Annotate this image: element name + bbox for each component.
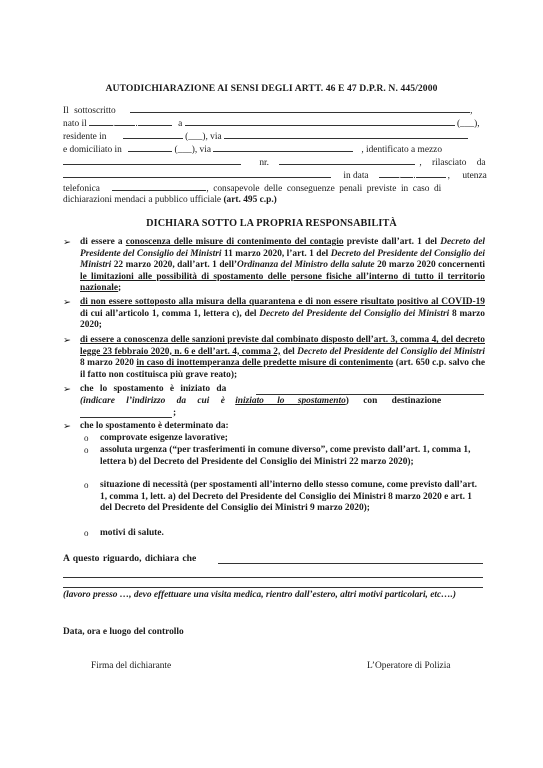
- text: 8 marzo 2020;: [80, 308, 485, 331]
- text: del: [280, 346, 298, 357]
- label-operatore-polizia: L’Operatore di Polizia: [367, 661, 451, 671]
- field-destinazione[interactable]: [80, 417, 172, 418]
- label-riguardo: A questo riguardo, dichiara che: [63, 553, 197, 564]
- text: (indicare l’indirizzo da cui è: [80, 396, 225, 406]
- option-motivi-salute: [100, 528, 485, 540]
- text: 8 marzo 2020: [80, 358, 137, 369]
- label-telefonica: telefonica: [63, 184, 100, 194]
- example-motivi: (lavoro presso …, devo effettuare una visita medica, rientro dall’estero, altri motivi particolari, etc….): [63, 590, 457, 600]
- arrow-icon: ➢: [63, 422, 71, 432]
- text: di cui all’articolo 1, comma 1, lettera c), del: [80, 308, 260, 319]
- arrow-icon: ➢: [63, 238, 71, 248]
- semicolon: ;: [173, 408, 177, 418]
- dot: .: [398, 171, 402, 181]
- field-via-domicilio[interactable]: [213, 142, 353, 152]
- text: comprovate esigenze lavorative;: [100, 433, 228, 443]
- label-art-495: (art. 495 c.p.): [223, 195, 277, 205]
- field-dichiarazione-1[interactable]: [218, 563, 483, 564]
- text: conoscenza delle misure di contenimento del contagio: [125, 237, 344, 247]
- dot: .: [413, 171, 416, 181]
- text: di essere a conoscenza delle sanzioni previste dal combinato disposto dell’art. 3, comma 4, del decreto legge 23 febbraio 2020, n. 6 e dell’art. 4, comma 2,: [80, 335, 485, 357]
- text: 11 marzo 2020, l’art. 1 del: [221, 248, 331, 259]
- field-data-m[interactable]: [401, 168, 413, 178]
- text: Decreto del Presidente del Consiglio dei Ministri: [80, 248, 485, 271]
- label-domicilio: e domiciliato in: [63, 145, 122, 155]
- field-domicilio[interactable]: [128, 142, 172, 152]
- bullet-conoscenza-misure: [80, 237, 485, 295]
- form-line-residente: [63, 129, 483, 141]
- label-mendaci: dichiarazioni mendaci a pubblico ufficiale: [63, 195, 222, 205]
- text: previste dall’art. 1 del: [343, 237, 441, 247]
- field-telefono[interactable]: [112, 181, 206, 191]
- field-data-a[interactable]: [416, 168, 446, 178]
- text: iniziato lo spostamento: [235, 396, 346, 406]
- form-line-documento: [63, 155, 486, 168]
- option-circle-icon[interactable]: o: [84, 445, 89, 455]
- text: Ordinanza del Ministro della salute: [237, 260, 375, 271]
- form-line-sottoscritto: [63, 103, 483, 115]
- text: 22 marzo 2020, dall’art. 1 dell’: [111, 260, 238, 271]
- form-line-mendaci: [63, 194, 483, 206]
- bullet-spostamento-indirizzo: [80, 396, 485, 408]
- option-esigenze-lavorative: [100, 433, 485, 445]
- field-mese[interactable]: [115, 116, 135, 126]
- field-numero[interactable]: [279, 155, 415, 165]
- bullet-determinato: [80, 421, 485, 433]
- option-situazione-necessita: [100, 480, 485, 515]
- bullet-sanzioni: [80, 335, 485, 381]
- text: Decreto del Presidente del Consiglio dei Ministri: [80, 237, 486, 259]
- text: situazione di necessità (per spostamenti all’interno dello stesso comune, come previsto dall’art. 1, comma 1, lett. a) del Decreto del Presidente del Consiglio dei Ministri 8 marzo 2020 e art. 1 del Decreto del Presidente del Consiglio dei Ministri 9 marzo 2020);: [100, 480, 477, 514]
- field-ente-rilascio[interactable]: [63, 168, 331, 178]
- option-circle-icon[interactable]: o: [84, 480, 89, 490]
- text: assoluta urgenza (“per trasferimenti in comune diverso”, come previsto dall’art. 1, comma 1, lettera b) del Decreto del Presidente del Consiglio dei Ministri 22 marzo 2020);: [100, 445, 471, 467]
- field-dichiarazione-3[interactable]: [63, 587, 483, 588]
- form-line-nato: [63, 116, 483, 128]
- form-line-domicilio: [63, 142, 483, 154]
- field-giorno[interactable]: [89, 116, 113, 126]
- field-anno[interactable]: [138, 116, 172, 126]
- label-firma-dichiarante: Firma del dichiarante: [91, 661, 172, 671]
- text: Decreto del Presidente del Consiglio dei Ministri: [259, 308, 450, 319]
- text: Decreto del Presidente del Consiglio dei Ministri: [297, 346, 485, 357]
- option-circle-icon[interactable]: o: [84, 528, 89, 538]
- label-data-luogo: Data, ora e luogo del controllo: [63, 627, 184, 637]
- bullet-quarantena: [80, 297, 485, 332]
- field-dichiarazione-2[interactable]: [63, 577, 483, 578]
- field-documento[interactable]: [63, 155, 241, 165]
- dot: .: [113, 119, 116, 129]
- option-assoluta-urgenza: [100, 445, 485, 468]
- field-data-g[interactable]: [379, 168, 399, 178]
- label-prov-via-2: (___), via: [174, 145, 211, 155]
- label-utenza: , utenza: [447, 171, 487, 181]
- label-in-data: in data: [343, 171, 369, 181]
- field-luogo-nascita[interactable]: [185, 116, 455, 126]
- text: che lo spostamento è iniziato da: [80, 384, 227, 394]
- text: (art. 650 c.p. salvo che il fatto non costituisca più grave reato);: [80, 358, 485, 380]
- form-line-telefono: [63, 181, 483, 193]
- field-indirizzo-partenza[interactable]: [256, 394, 484, 395]
- label-identificato: , identificato a mezzo: [361, 145, 443, 155]
- label-nr: nr.: [259, 158, 269, 168]
- comma: ,: [470, 106, 473, 116]
- text: che lo spostamento è determinato da:: [80, 421, 229, 431]
- text: di non essere sottoposto alla misura della quarantena e di non essere risultato positivo al COVID-19: [80, 297, 485, 307]
- text: le limitazioni alle possibilità di spostamento delle persone fisiche all’interno di tutto il territorio nazionale: [80, 271, 485, 294]
- label-residente: residente in: [63, 132, 107, 142]
- document-title: AUTODICHIARAZIONE AI SENSI DEGLI ARTT. 46 E 47 D.P.R. N. 445/2000: [105, 83, 438, 94]
- text: in caso di inottemperanza delle predette misure di contenimento: [136, 358, 394, 369]
- text: motivi di salute.: [100, 528, 164, 538]
- prov-nascita: (___),: [456, 119, 480, 129]
- field-nome[interactable]: [130, 103, 470, 113]
- field-via-residenza[interactable]: [224, 129, 468, 139]
- form-line-data: [63, 168, 487, 181]
- label-prov-via: (___), via: [185, 132, 222, 142]
- label-rilasciato: , rilasciato da: [419, 158, 486, 168]
- text: ) con destinazione: [345, 396, 442, 406]
- option-circle-icon[interactable]: o: [84, 433, 89, 443]
- label-a: a: [178, 119, 183, 129]
- field-residenza[interactable]: [123, 129, 183, 139]
- text: 20 marzo 2020 concernenti: [374, 260, 485, 271]
- text: di essere a: [80, 237, 126, 247]
- arrow-icon: ➢: [63, 385, 71, 395]
- label-consapevole: , consapevole delle conseguenze penali previste in caso di: [206, 184, 442, 194]
- text: ;: [118, 283, 122, 294]
- dichiara-heading: DICHIARA SOTTO LA PROPRIA RESPONSABILITÀ: [146, 218, 397, 229]
- arrow-icon: ➢: [63, 336, 71, 346]
- label-nato: nato il: [63, 119, 87, 129]
- dot: .: [135, 119, 138, 129]
- label-sottoscritto: Il sottoscritto: [63, 106, 116, 116]
- arrow-icon: ➢: [63, 298, 71, 308]
